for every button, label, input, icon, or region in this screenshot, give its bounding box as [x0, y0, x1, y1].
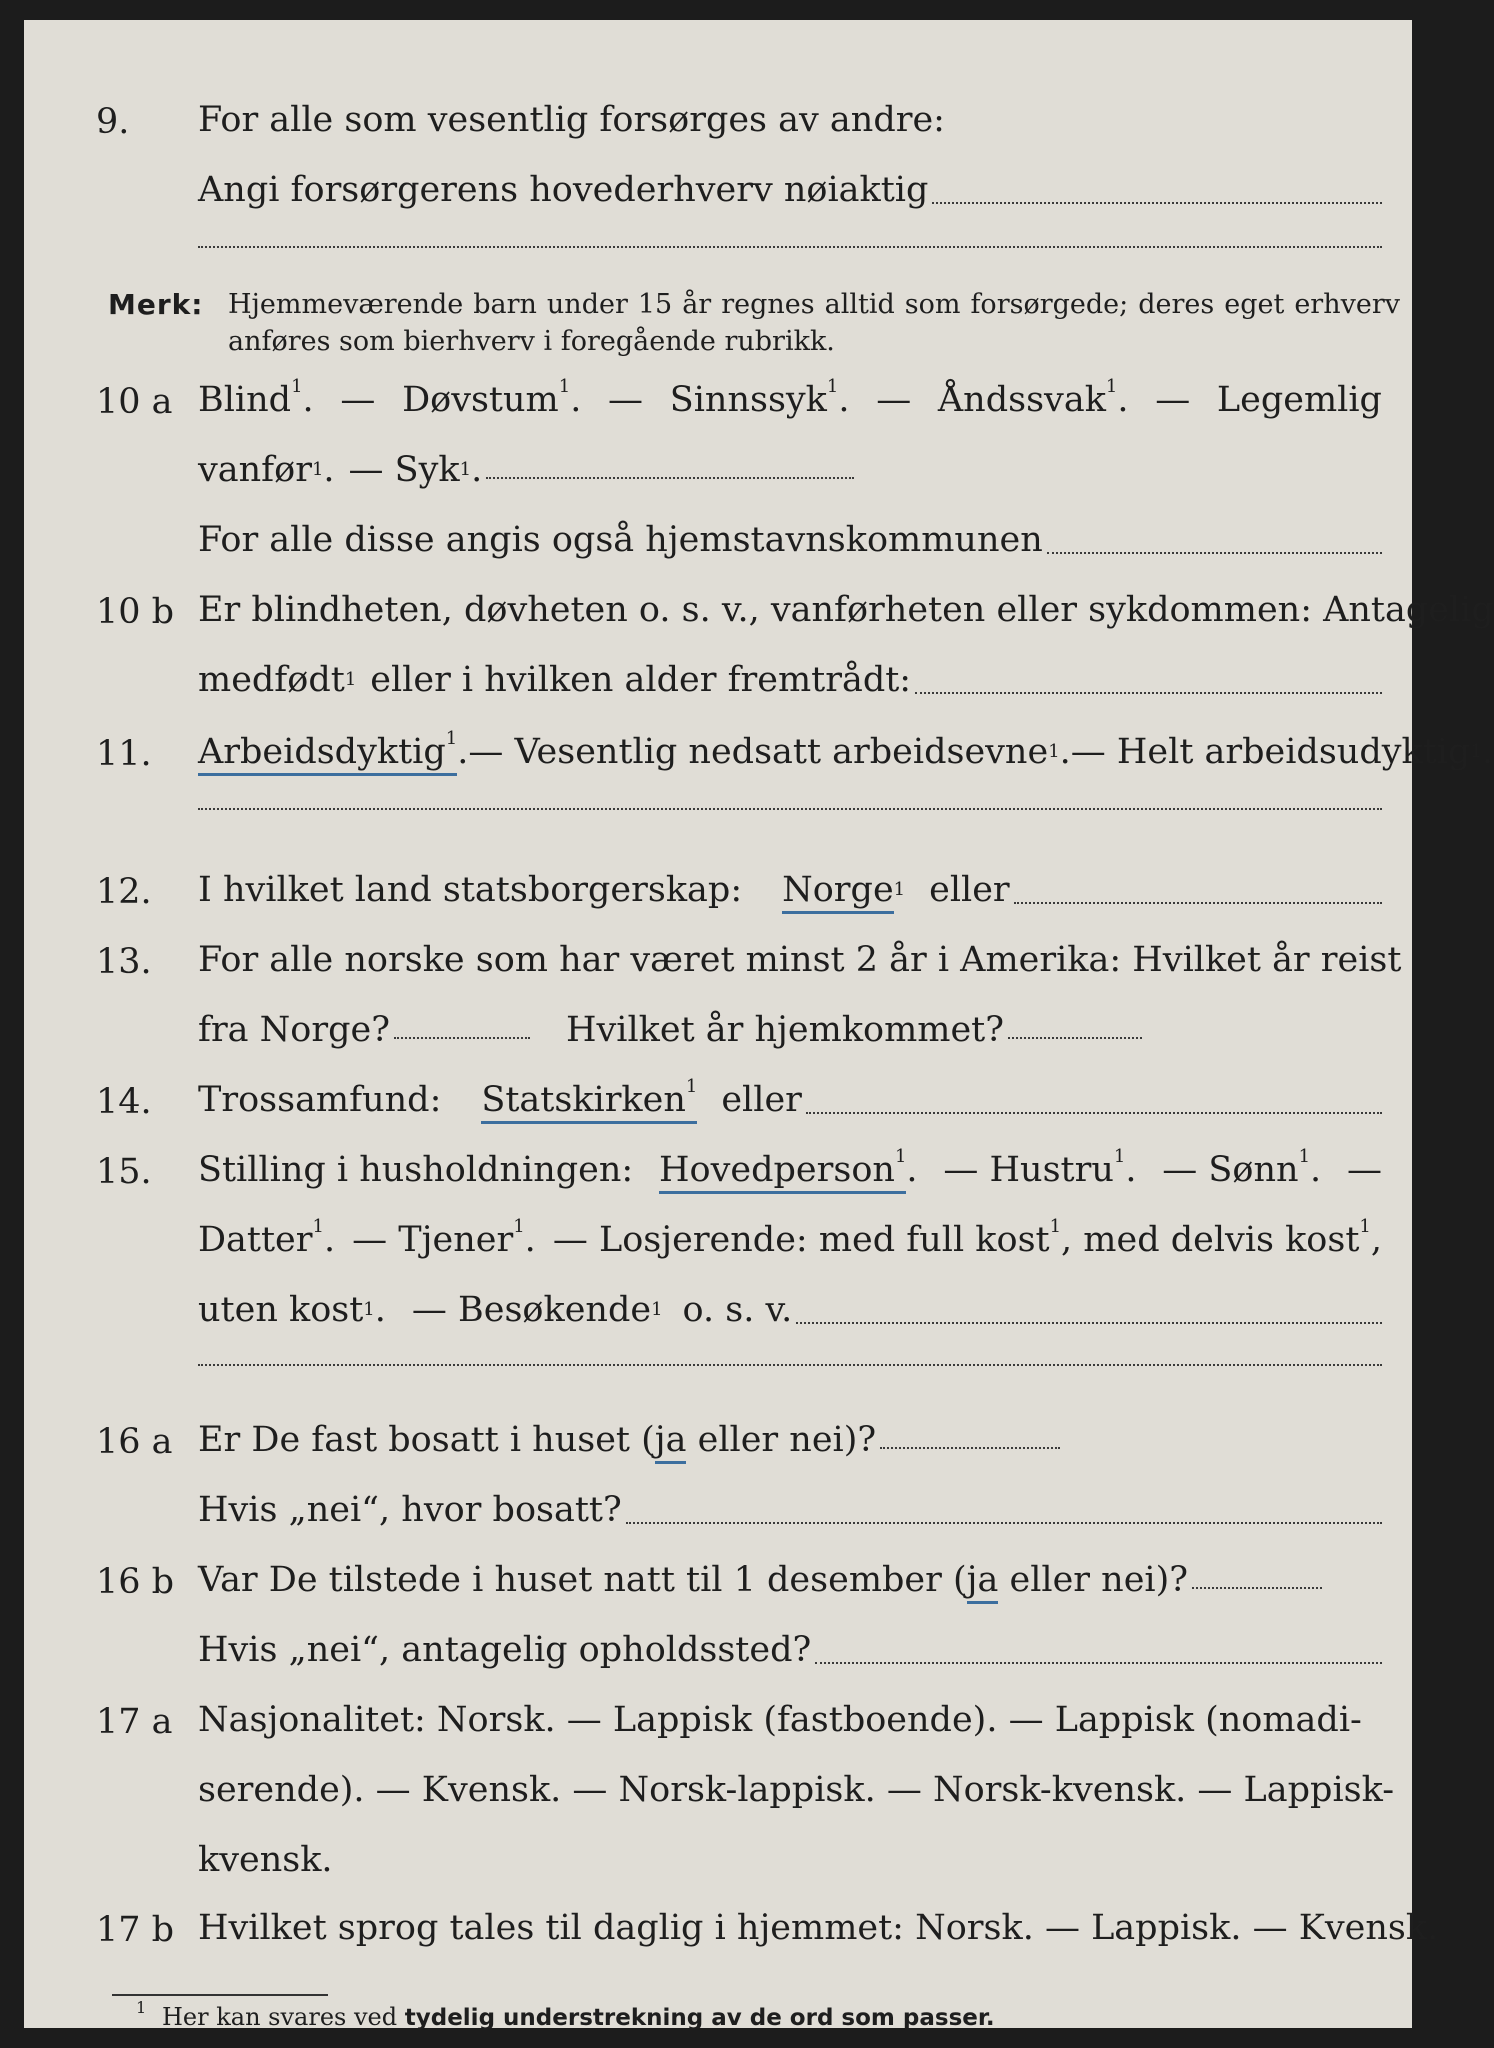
- answer-line[interactable]: [486, 475, 854, 479]
- census-form-page: [24, 20, 1494, 2031]
- q14-religion: Trossamfund: Statskirken$^1$ eller: [198, 1080, 1382, 1124]
- question-number-10b: 10 b: [96, 592, 175, 632]
- answer-line[interactable]: [1008, 1035, 1142, 1039]
- q9-provider-occupation: Angi forsørgerens hovederhverv nøiaktig: [198, 170, 1382, 214]
- footnote-text: Her kan svares ved tydelig understrekning av de ord som passer.: [162, 2003, 995, 2031]
- q16a-line2: Hvis „nei“, hvor bosatt?: [198, 1490, 1382, 1534]
- question-number-12: 12.: [96, 872, 152, 912]
- q17b-language: Hvilket sprog tales til daglig i hjemmet: Norsk. — Lappisk. — Kvensk.: [198, 1908, 1439, 1948]
- answer-underline-ja: ja: [655, 1420, 687, 1464]
- q10a-conditions: Blind$^1$. — Døvstum$^1$. — Sinnssyk$^1$. — Åndssvak$^1$. — Legemlig: [198, 376, 1382, 420]
- answer-line[interactable]: [394, 1035, 530, 1039]
- q16a-line1: Er De fast bosatt i huset ( ja eller nei)?: [198, 1420, 1382, 1464]
- answer-line[interactable]: [198, 246, 1382, 248]
- question-number-15: 15.: [96, 1152, 152, 1192]
- q17a-line1: Nasjonalitet: Norsk. — Lappisk (fastboende). — Lappisk (nomadi-: [198, 1700, 1362, 1740]
- question-number-11: 11.: [96, 734, 152, 774]
- question-number-13: 13.: [96, 942, 152, 982]
- answer-line[interactable]: [915, 670, 1382, 694]
- question-number-17a: 17 a: [96, 1702, 173, 1742]
- answer-line[interactable]: [1014, 880, 1382, 904]
- answer-underline-norge: Norge: [782, 870, 894, 914]
- answer-line[interactable]: [198, 808, 1382, 810]
- answer-line[interactable]: [806, 1090, 1382, 1114]
- answer-line[interactable]: [932, 180, 1382, 204]
- q16b-line2: Hvis „nei“, antagelig opholdssted?: [198, 1630, 1382, 1674]
- question-number-10a: 10 a: [96, 382, 173, 422]
- answer-underline-arbeidsdyktig: Arbeidsdyktig$^1$: [198, 732, 457, 776]
- footnote-mark: 1: [136, 1998, 147, 2017]
- answer-line[interactable]: [796, 1300, 1382, 1324]
- q10b-line2: medfødt $^1$ eller i hvilken alder fremtrådt:: [198, 660, 1382, 704]
- q16b-line1: Var De tilstede i huset natt til 1 desember ( ja eller nei)?: [198, 1560, 1382, 1604]
- question-number-16a: 16 a: [96, 1422, 173, 1462]
- answer-line[interactable]: [880, 1445, 1060, 1449]
- footnote-rule: [112, 1994, 328, 1996]
- q10b-line1: Er blindheten, døvheten o. s. v., vanførheten eller sykdommen: Antagelig: [198, 590, 1494, 630]
- q13-line2: fra Norge? Hvilket år hjemkommet?: [198, 1010, 1382, 1054]
- q17a-line2: serende). — Kvensk. — Norsk-lappisk. — Norsk-kvensk. — Lappisk-: [198, 1770, 1395, 1810]
- q12-citizenship: I hvilket land statsborgerskap: Norge $^1$ eller: [198, 870, 1382, 914]
- answer-underline-statskirken: Statskirken$^1$: [481, 1080, 697, 1124]
- q17a-line3: kvensk.: [198, 1840, 333, 1880]
- q15-line2: Datter$^1$. — Tjener$^1$. — Losjerende: med full kost$^1$, med delvis kost$^1$,: [198, 1216, 1382, 1260]
- q15-line3: uten kost $^1$ . — Besøkende $^1$ o. s. v.: [198, 1290, 1382, 1334]
- answer-line[interactable]: [815, 1640, 1382, 1664]
- note-text: Hjemmeværende barn under 15 år regnes alltid som forsørgede; deres eget erhverv anføres som bierhverv i foregående rubrikk.: [228, 289, 1400, 357]
- q15-line1: Stilling i husholdningen: Hovedperson$^1$. — Hustru$^1$. — Sønn$^1$. —: [198, 1150, 1382, 1194]
- q9-text: For alle som vesentlig forsørges av andre:: [198, 100, 945, 140]
- answer-line[interactable]: [1047, 530, 1382, 554]
- q11-work-ability: Arbeidsdyktig$^1$ . — Vesentlig nedsatt arbeidsevne $^1$ . — Helt arbeidsudyktig $^1$ .: [198, 732, 1382, 776]
- q13-line1: For alle norske som har været minst 2 år i Amerika: Hvilket år reist: [198, 940, 1402, 980]
- question-number-9: 9.: [96, 102, 130, 142]
- answer-line[interactable]: [198, 1364, 1382, 1366]
- question-number-17b: 17 b: [96, 1910, 175, 1950]
- q10a-line2: vanfør $^1$ . — Syk $^1$ .: [198, 450, 1382, 494]
- question-number-16b: 16 b: [96, 1562, 175, 1602]
- question-number-14: 14.: [96, 1082, 152, 1122]
- answer-underline-hovedperson: Hovedperson$^1$: [659, 1150, 906, 1194]
- note-label: Merk:: [108, 288, 204, 321]
- answer-line[interactable]: [1192, 1585, 1322, 1589]
- answer-underline-ja: ja: [967, 1560, 999, 1604]
- answer-line[interactable]: [626, 1500, 1382, 1524]
- q10a-home-municipality: For alle disse angis også hjemstavnskommunen: [198, 520, 1382, 564]
